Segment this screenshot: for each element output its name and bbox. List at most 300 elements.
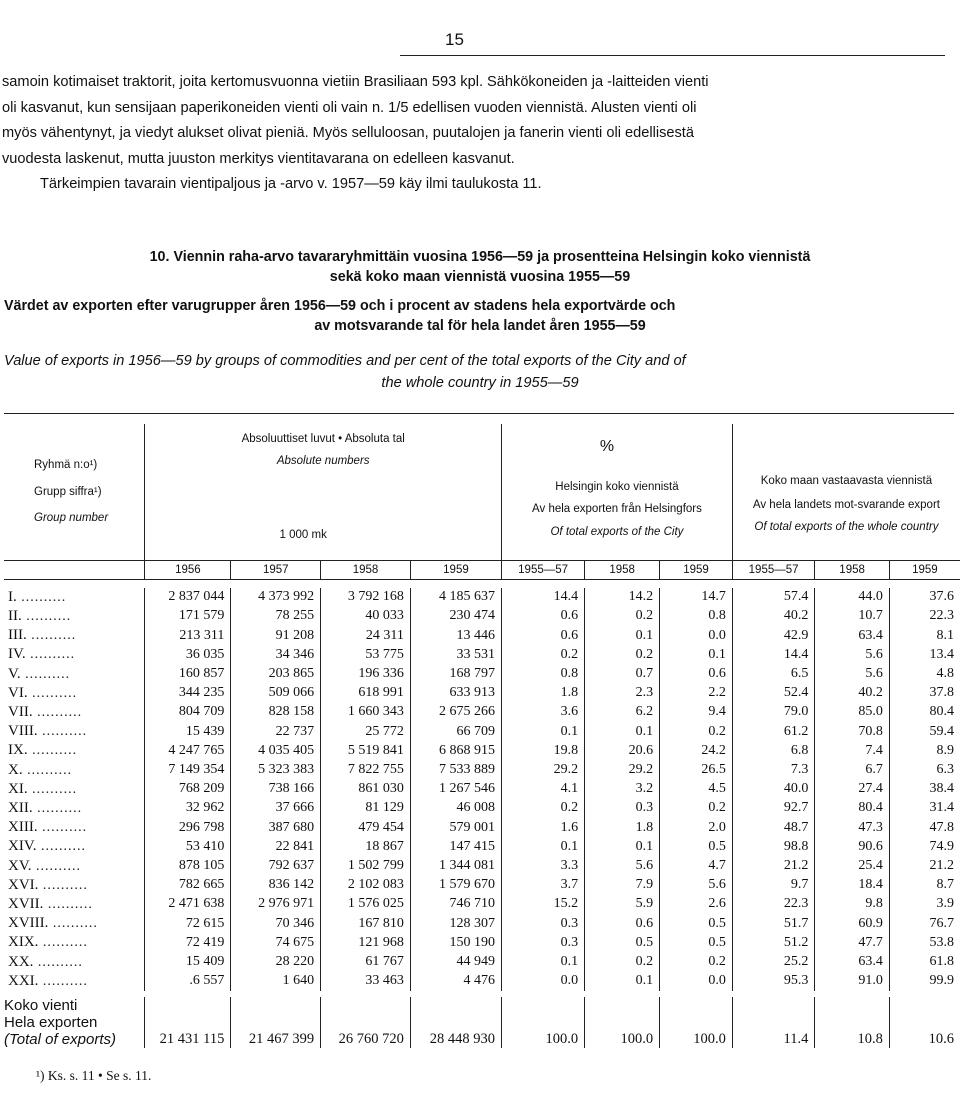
absolute-value: 7 149 354 [145,761,231,780]
country-percent: 21.2 [732,857,814,876]
absolute-value: 633 913 [410,684,501,703]
leader-dots: .......... [16,589,67,605]
group-number: XXI. [8,972,39,989]
total-value: 10.8 [815,997,890,1048]
country-percent: 25.4 [815,857,890,876]
helsinki-percent: 14.4 [502,588,585,607]
country-percent: 51.7 [732,914,814,933]
table-row [4,818,960,837]
helsinki-label-fi: Helsingin koko viennistä [555,481,679,494]
intro-line: samoin kotimaiset traktorit, joita kertomusvuonna vietiin Brasiliaan 593 kpl. Sähkökoneiden ja -laitteiden vienti [2,74,709,90]
absolute-value: 1 502 799 [321,857,411,876]
group-number-cell [4,857,145,876]
absolute-value: 4 035 405 [231,741,321,760]
absolute-value: 1 267 546 [410,780,501,799]
absolute-header-cell [145,424,502,560]
absolute-value: 53 410 [145,837,231,856]
intro-line: oli kasvanut, kun sensijaan paperikoneiden vienti oli vain n. 1/5 edellisen vuoden viennistä. Alusten vienti oli [2,99,697,116]
table-row [4,703,960,722]
country-percent: 80.4 [815,799,890,818]
country-percent: 51.2 [732,933,814,952]
country-percent: 37.8 [929,685,954,701]
absolute-value: 618 991 [321,684,411,703]
group-number-cell [4,684,145,703]
country-percent: 9.8 [815,895,890,914]
leader-dots: .......... [26,628,77,644]
table-body [4,588,960,991]
helsinki-percent: 0.2 [585,645,660,664]
leader-dots: .......... [38,935,88,951]
helsinki-percent: 0.1 [585,972,660,991]
absolute-value: 1 640 [231,972,321,991]
table-row [4,684,960,703]
leader-dots: .......... [38,973,88,989]
leader-dots: .......... [32,800,83,816]
country-percent: 74.9 [929,838,954,854]
helsinki-percent: 29.2 [502,761,585,780]
leader-dots: .......... [37,724,88,740]
table-top-rule [4,413,954,414]
helsinki-percent: 0.6 [502,607,585,626]
group-number: I. [8,588,17,605]
helsinki-percent: 0.3 [502,914,585,933]
country-percent: 53.8 [929,934,954,950]
absolute-value: 861 030 [321,780,411,799]
group-number: XIV. [8,838,37,855]
helsinki-percent: 14.2 [585,588,660,607]
group-number-cell [4,799,145,818]
unit-label: 1 000 mk [279,529,327,542]
absolute-value: 28 220 [231,953,321,972]
absolute-value: 128 307 [410,914,501,933]
absolute-value: 4 185 637 [410,588,501,607]
helsinki-percent: 0.3 [502,933,585,952]
country-percent: 90.6 [815,837,890,856]
group-number: III. [8,627,27,644]
total-value: 26 760 720 [321,997,411,1048]
country-percent: 6.7 [815,761,890,780]
year-cell: 1958 [585,560,660,579]
absolute-value: 15 409 [145,953,231,972]
leader-dots: .......... [25,647,76,663]
group-number: XVI. [8,876,39,893]
group-number: IV. [8,646,26,663]
helsinki-percent: 0.6 [660,665,733,684]
absolute-label: Absoluuttiset luvut • Absoluta tal [241,433,405,445]
country-percent: 63.4 [815,953,890,972]
years-row [4,560,960,579]
absolute-value: 22 737 [231,722,321,741]
group-number-cell [4,895,145,914]
country-label-sv: Av hela landets mot-svarande export [752,499,940,512]
table-row [4,626,960,645]
absolute-value: 782 665 [145,876,231,895]
group-number: XI. [8,780,28,797]
absolute-value: 344 235 [145,684,231,703]
leader-dots: .......... [33,954,83,970]
group-number: X. [8,761,23,778]
country-percent: 63.4 [815,626,890,645]
absolute-value: 7 533 889 [410,761,501,780]
group-number: II. [8,607,22,624]
helsinki-label-sv: Av hela exporten från Helsingfors [532,503,702,516]
table-title-english [0,350,960,394]
country-percent: 22.3 [732,895,814,914]
helsinki-percent: 0.0 [660,626,733,645]
helsinki-percent: 0.6 [502,626,585,645]
country-percent: 42.9 [732,626,814,645]
helsinki-percent: 0.1 [502,953,585,972]
absolute-value: 387 680 [231,818,321,837]
absolute-value: 36 035 [145,645,231,664]
group-number-cell [4,626,145,645]
country-percent: 95.3 [732,972,814,991]
leader-dots: .......... [27,743,78,759]
absolute-value: 828 158 [231,703,321,722]
title-line: sekä koko maan viennistä vuosina 1955—59 [329,269,631,285]
absolute-value: 2 102 083 [321,876,411,895]
country-percent: 14.4 [732,645,814,664]
group-number: V. [8,665,21,682]
leader-dots: .......... [20,666,71,682]
helsinki-percent: 5.6 [660,876,733,895]
country-percent: 27.4 [815,780,890,799]
table-row [4,645,960,664]
country-percent: 8.7 [936,877,954,893]
total-label-fi: Koko vienti [4,996,78,1014]
absolute-value: 1 579 670 [410,876,501,895]
absolute-value: 4 247 765 [145,741,231,760]
country-percent: 59.4 [929,723,954,739]
table-row [4,876,960,895]
country-percent: 98.8 [732,837,814,856]
absolute-value: 2 675 266 [410,703,501,722]
absolute-value: 18 867 [321,837,411,856]
absolute-value: 296 798 [145,818,231,837]
absolute-value: 46 008 [410,799,501,818]
country-percent: 57.4 [732,588,814,607]
absolute-value: 78 255 [231,607,321,626]
country-percent: 22.3 [929,608,954,624]
helsinki-percent: 0.1 [585,626,660,645]
group-number-cell [4,914,145,933]
absolute-value: 203 865 [231,665,321,684]
helsinki-percent: 0.1 [502,837,585,856]
absolute-value: 6 868 915 [410,741,501,760]
table-row [4,933,960,952]
absolute-value: 150 190 [410,933,501,952]
country-percent: 40.2 [815,684,890,703]
helsinki-percent: 0.2 [660,953,733,972]
absolute-value: 32 962 [145,799,231,818]
table-row [4,837,960,856]
helsinki-percent: 1.8 [502,684,585,703]
absolute-value: 2 471 638 [145,895,231,914]
country-percent: 10.7 [815,607,890,626]
absolute-value: 147 415 [410,837,501,856]
helsinki-percent: 0.1 [585,837,660,856]
country-percent: 61.8 [929,954,954,970]
absolute-value: 1 576 025 [321,895,411,914]
absolute-value: 171 579 [145,607,231,626]
leader-dots: .......... [27,781,78,797]
country-percent: 61.2 [732,722,814,741]
group-number-cell [4,837,145,856]
table-row [4,780,960,799]
helsinki-percent: 5.9 [585,895,660,914]
table-row [4,895,960,914]
absolute-value: 74 675 [231,933,321,952]
year-cell: 1959 [889,560,960,579]
country-percent: 6.5 [732,665,814,684]
helsinki-percent: 2.0 [660,818,733,837]
country-percent: 8.9 [936,742,954,758]
helsinki-percent: 5.6 [585,857,660,876]
country-percent: 18.4 [815,876,890,895]
total-row [4,997,960,1048]
absolute-value: 72 419 [145,933,231,952]
absolute-value: 33 463 [321,972,411,991]
group-number: VII. [8,703,33,720]
year-cell: 1959 [660,560,733,579]
country-percent: 3.9 [936,896,954,912]
helsinki-percent: 2.2 [660,684,733,703]
helsinki-label-en: Of total exports of the City [550,525,684,538]
leader-dots: .......... [21,608,72,624]
year-cell: 1957 [231,560,321,579]
absolute-value: 1 660 343 [321,703,411,722]
leader-dots: .......... [43,896,93,912]
group-number-cell [4,588,145,607]
country-percent: 37.6 [929,589,954,605]
country-percent: 21.2 [929,858,954,874]
helsinki-percent: 0.2 [660,722,733,741]
helsinki-percent: 14.7 [660,588,733,607]
group-number: XVIII. [8,915,49,932]
table-row [4,761,960,780]
helsinki-percent: 1.6 [502,818,585,837]
helsinki-percent: 4.5 [660,780,733,799]
country-percent: 6.3 [936,762,954,778]
absolute-value: .6 557 [145,972,231,991]
group-number: XII. [8,799,33,816]
helsinki-percent: 20.6 [585,741,660,760]
country-percent: 80.4 [929,704,954,720]
leader-dots: .......... [27,685,78,701]
helsinki-percent: 2.6 [660,895,733,914]
helsinki-percent: 0.6 [585,914,660,933]
country-percent: 85.0 [815,703,890,722]
absolute-value: 746 710 [410,895,501,914]
table-header-row [4,424,960,560]
helsinki-percent: 0.0 [502,972,585,991]
country-percent: 47.3 [815,818,890,837]
total-value: 100.0 [502,997,585,1048]
absolute-value: 878 105 [145,857,231,876]
absolute-value: 792 637 [231,857,321,876]
country-percent: 44.0 [815,588,890,607]
group-number-cell [4,645,145,664]
absolute-value: 22 841 [231,837,321,856]
header-rule [400,55,945,56]
helsinki-percent: 3.7 [502,876,585,895]
absolute-value: 15 439 [145,722,231,741]
country-percent: 4.8 [936,666,954,682]
table-row [4,588,960,607]
country-label-en: Of total exports of the whole country [754,521,939,534]
country-percent: 13.4 [929,646,954,662]
group-number-cell [4,780,145,799]
helsinki-percent: 3.3 [502,857,585,876]
helsinki-percent: 0.5 [660,933,733,952]
group-number: VI. [8,684,28,701]
country-percent: 40.0 [732,780,814,799]
group-number-cell [4,607,145,626]
absolute-value: 25 772 [321,722,411,741]
year-cell: 1958 [815,560,890,579]
helsinki-percent: 0.2 [585,607,660,626]
country-percent: 60.9 [815,914,890,933]
total-value: 21 431 115 [145,997,231,1048]
total-value: 11.4 [732,997,814,1048]
year-cell: 1959 [410,560,501,579]
helsinki-percent: 15.2 [502,895,585,914]
helsinki-percent: 2.3 [585,684,660,703]
group-number: XV. [8,857,32,874]
absolute-value: 167 810 [321,914,411,933]
helsinki-percent: 0.3 [585,799,660,818]
helsinki-percent: 19.8 [502,741,585,760]
absolute-value: 509 066 [231,684,321,703]
country-percent: 47.7 [815,933,890,952]
total-value: 28 448 930 [410,997,501,1048]
country-percent: 91.0 [815,972,890,991]
total-value: 21 467 399 [231,997,321,1048]
absolute-value: 804 709 [145,703,231,722]
absolute-value: 2 976 971 [231,895,321,914]
group-number: IX. [8,742,28,759]
country-percent: 52.4 [732,684,814,703]
group-number-cell [4,741,145,760]
absolute-value: 53 775 [321,645,411,664]
group-number-cell [4,876,145,895]
country-percent: 40.2 [732,607,814,626]
helsinki-percent: 0.5 [585,933,660,952]
group-number: XX. [8,953,34,970]
absolute-value: 213 311 [145,626,231,645]
helsinki-percent: 7.9 [585,876,660,895]
helsinki-pct-header [502,424,733,560]
absolute-value: 768 209 [145,780,231,799]
table-row [4,914,960,933]
absolute-label-en: Absolute numbers [276,455,370,468]
country-percent: 5.6 [815,665,890,684]
group-number-cell [4,953,145,972]
country-percent: 38.4 [929,781,954,797]
country-percent: 5.6 [815,645,890,664]
year-cell: 1955—57 [732,560,814,579]
absolute-value: 72 615 [145,914,231,933]
exports-table [4,424,960,1048]
absolute-value: 160 857 [145,665,231,684]
absolute-value: 196 336 [321,665,411,684]
group-number-cell [4,665,145,684]
absolute-value: 40 033 [321,607,411,626]
absolute-value: 5 519 841 [321,741,411,760]
leader-dots: .......... [38,877,88,893]
total-label-en: (Total of exports) [4,1030,116,1048]
helsinki-percent: 0.2 [585,953,660,972]
leader-dots: .......... [36,839,86,855]
table-row [4,722,960,741]
helsinki-percent: 0.5 [660,837,733,856]
country-percent: 7.3 [732,761,814,780]
helsinki-percent: 0.1 [585,722,660,741]
absolute-value: 34 346 [231,645,321,664]
country-percent: 9.7 [732,876,814,895]
table-row [4,799,960,818]
helsinki-percent: 24.2 [660,741,733,760]
title-line: av motsvarande tal för hela landet åren 1955—59 [314,318,646,334]
helsinki-percent: 1.8 [585,818,660,837]
absolute-value: 66 709 [410,722,501,741]
table-row [4,857,960,876]
absolute-value: 836 142 [231,876,321,895]
absolute-value: 3 792 168 [321,588,411,607]
leader-dots: .......... [48,916,98,932]
group-number-cell [4,933,145,952]
absolute-value: 4 373 992 [231,588,321,607]
group-number: XIII. [8,819,38,836]
absolute-value: 5 323 383 [231,761,321,780]
total-value: 100.0 [585,997,660,1048]
year-cell: 1955—57 [502,560,585,579]
helsinki-percent: 0.8 [502,665,585,684]
group-number: XIX. [8,934,39,951]
absolute-value: 33 531 [410,645,501,664]
absolute-value: 168 797 [410,665,501,684]
absolute-value: 91 208 [231,626,321,645]
table-row [4,953,960,972]
absolute-value: 44 949 [410,953,501,972]
leader-dots: .......... [22,762,73,778]
group-number-cell [4,972,145,991]
absolute-value: 81 129 [321,799,411,818]
table-row [4,972,960,991]
country-percent: 47.8 [929,819,954,835]
group-number-cell [4,722,145,741]
absolute-value: 2 837 044 [145,588,231,607]
group-label-fi: Ryhmä n:o¹) [34,459,98,472]
absolute-value: 738 166 [231,780,321,799]
table-row [4,607,960,626]
title-line: Value of exports in 1956—59 by groups of commodities and per cent of the total exports of the City and of [4,353,686,369]
year-cell: 1956 [145,560,231,579]
country-percent: 92.7 [732,799,814,818]
country-percent: 25.2 [732,953,814,972]
absolute-value: 70 346 [231,914,321,933]
helsinki-percent: 4.1 [502,780,585,799]
intro-line: vuodesta laskenut, mutta juuston merkitys vientitavarana on edelleen kasvanut. [2,150,515,167]
table-title-finnish [0,247,960,287]
leader-dots: .......... [32,704,83,720]
helsinki-percent: 9.4 [660,703,733,722]
group-number-cell [4,703,145,722]
absolute-value: 479 454 [321,818,411,837]
group-label-en: Group number [34,511,109,524]
helsinki-percent: 0.8 [660,607,733,626]
total-label-cell [4,997,145,1048]
